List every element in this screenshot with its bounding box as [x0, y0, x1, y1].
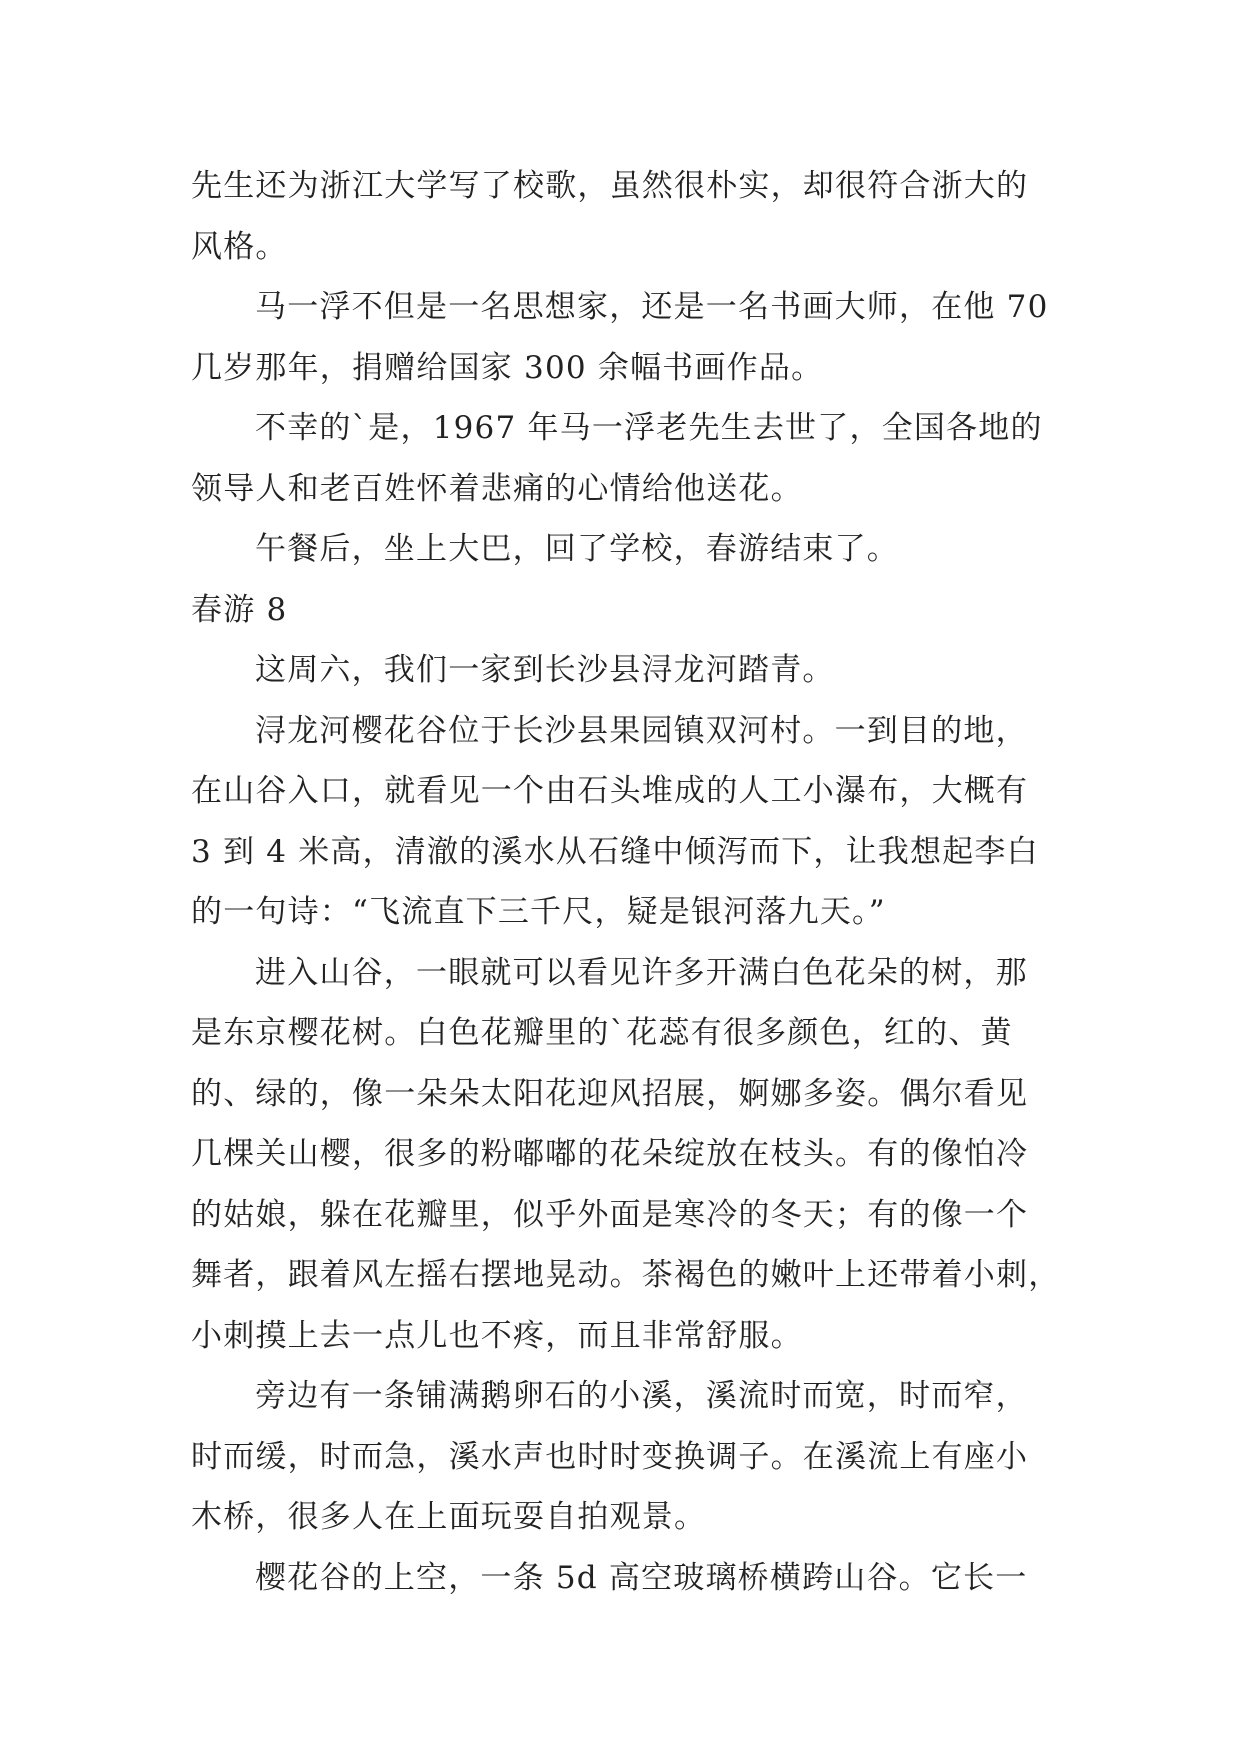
text-line: 风格。	[191, 228, 288, 265]
text-line: 先生还为浙江大学写了校歌，虽然很朴实，却很符合浙大的	[191, 168, 1029, 204]
text-line: 几棵关山樱，很多的粉嘟嘟的花朵绽放在枝头。有的像怕冷	[191, 1136, 1029, 1172]
text-line: 领导人和老百姓怀着悲痛的心情给他送花。	[191, 470, 803, 507]
text-line: 樱花谷的上空，一条 5d 高空玻璃桥横跨山谷。它长一	[255, 1559, 1028, 1596]
document-body	[191, 156, 1061, 1608]
text-line: 在山谷入口，就看见一个由石头堆成的人工小瀑布，大概有	[191, 773, 1029, 809]
text-line: 这周六，我们一家到长沙县浔龙河踏青。	[255, 652, 835, 688]
text-line: 几岁那年，捐赠给国家 300 余幅书画作品。	[191, 349, 824, 386]
text-line: 旁边有一条铺满鹅卵石的小溪，溪流时而宽，时而窄，	[255, 1378, 1028, 1414]
text-line: 木桥，很多人在上面玩耍自拍观景。	[191, 1499, 707, 1535]
text-line: 春游 8	[191, 591, 288, 628]
text-line: 不幸的`是，1967 年马一浮老先生去世了，全国各地的	[255, 410, 1043, 446]
text-line: 时而缓，时而急，溪水声也时时变换调子。在溪流上有座小	[191, 1438, 1029, 1475]
text-line: 小刺摸上去一点儿也不疼，而且非常舒服。	[191, 1317, 803, 1354]
text-line: 舞者，跟着风左摇右摆地晃动。茶褐色的嫩叶上还带着小刺，	[191, 1257, 1061, 1293]
text-line: 是东京樱花树。白色花瓣里的`花蕊有很多颜色，红的、黄	[191, 1015, 1013, 1051]
text-line: 进入山谷，一眼就可以看见许多开满白色花朵的树，那	[255, 954, 1028, 991]
text-line: 的、绿的，像一朵朵太阳花迎风招展，婀娜多姿。偶尔看见	[191, 1075, 1029, 1112]
text-line: 3 到 4 米高，清澈的溪水从石缝中倾泻而下，让我想起李白	[191, 833, 1039, 870]
text-line: 的姑娘，躲在花瓣里，似乎外面是寒冷的冬天；有的像一个	[191, 1196, 1029, 1233]
text-line: 马一浮不但是一名思想家，还是一名书画大师，在他 70	[255, 289, 1049, 325]
text-line: 午餐后，坐上大巴，回了学校，春游结束了。	[255, 531, 899, 567]
text-line: 浔龙河樱花谷位于长沙县果园镇双河村。一到目的地，	[255, 712, 1028, 749]
text-line: 的一句诗：“飞流直下三千尺，疑是银河落九天。”	[191, 894, 886, 930]
